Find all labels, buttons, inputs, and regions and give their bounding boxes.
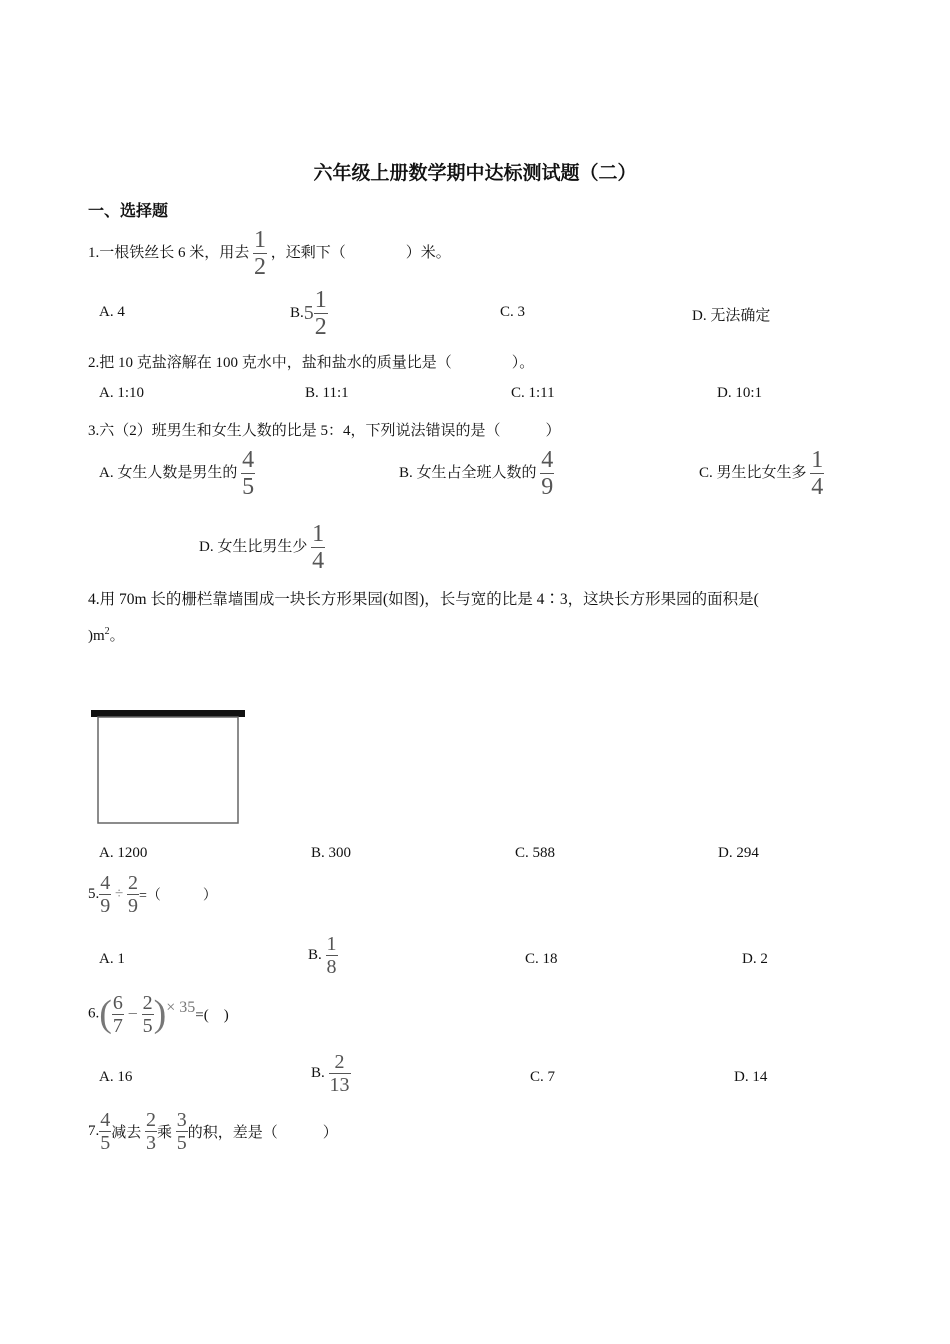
divide-operator: ÷ [115, 886, 124, 902]
q1-frac-num: 1 [254, 227, 267, 253]
frac-num: 2 [334, 1051, 345, 1073]
q1-option-b-label: B. [290, 305, 304, 321]
frac-num: 6 [112, 991, 123, 1014]
frac-num: 4 [100, 1109, 111, 1131]
question-1 [88, 228, 451, 279]
question-4-line-1: 4.用 70m 长的栅栏靠墙围成一块长方形果园(如图)，长与宽的比是 4∶3，这块长方形果园的面积是( [88, 591, 759, 608]
q5-option-a[interactable]: A. 1 [99, 951, 125, 967]
q1-b-frac-num: 1 [314, 287, 327, 313]
frac-den: 5 [142, 1014, 153, 1037]
q3-option-a-fraction [241, 448, 255, 499]
q3-option-b[interactable] [399, 448, 554, 499]
q7-fraction-3 [176, 1110, 188, 1153]
frac-den: 8 [326, 956, 337, 978]
q4-option-a[interactable]: A. 1200 [99, 845, 148, 861]
q7-text-1: 减去 [111, 1125, 142, 1141]
question-3: 3.六（2）班男生和女生人数的比是 5：4，下列说法错误的是（ ） [88, 423, 561, 439]
frac-num: 1 [312, 521, 325, 547]
q3-option-b-fraction [540, 448, 554, 499]
q2-option-c[interactable]: C. 1:11 [511, 385, 555, 401]
q1-text-post: ，还剩下（ ）米。 [270, 244, 451, 261]
q6-option-b-label: B. [311, 1065, 325, 1081]
frac-den: 4 [811, 474, 824, 500]
q6-option-c[interactable]: C. 7 [530, 1069, 556, 1085]
q1-option-c[interactable]: C. 3 [500, 304, 526, 320]
q4-option-b[interactable]: B. 300 [311, 845, 352, 861]
q5-option-b-fraction [326, 934, 338, 977]
q1-frac-den: 2 [254, 254, 267, 280]
frac-den: 9 [100, 895, 111, 917]
question-6 [88, 992, 229, 1036]
q1-option-b-whole: 5 [303, 302, 314, 324]
question-7 [88, 1110, 338, 1153]
q1-option-a[interactable]: A. 4 [99, 304, 125, 320]
question-5 [88, 873, 217, 916]
q1-fraction [253, 228, 267, 279]
q7-text-2: 乘 [157, 1125, 173, 1141]
frac-den: 3 [146, 1132, 157, 1154]
q5-option-b-label: B. [308, 947, 322, 963]
q4-option-c[interactable]: C. 588 [515, 845, 556, 861]
frac-num: 1 [811, 447, 824, 473]
q1-text-pre: 1.一根铁丝长 6 米，用去 [88, 244, 250, 261]
frac-num: 2 [142, 991, 153, 1014]
q5-option-c[interactable]: C. 18 [525, 951, 558, 967]
q1-b-frac-den: 2 [314, 314, 327, 340]
q3-option-c-text: C. 男生比女生多 [699, 464, 807, 481]
q5-equals: =（ ） [138, 888, 217, 904]
q7-fraction-2 [145, 1110, 157, 1153]
frac-num: 4 [541, 447, 554, 473]
q6-left-paren: ( [99, 993, 112, 1035]
frac-num: 4 [242, 447, 255, 473]
q4-unit-superscript: 2 [104, 626, 110, 637]
q6-equals: =( ) [195, 1007, 229, 1024]
q3-option-a[interactable] [99, 448, 255, 499]
q3-option-a-text: A. 女生人数是男生的 [99, 464, 238, 481]
question-2: 2.把 10 克盐溶解在 100 克水中，盐和盐水的质量比是（ ）。 [88, 355, 535, 371]
q4-option-d[interactable]: D. 294 [718, 845, 759, 861]
q3-option-c[interactable] [699, 448, 824, 499]
q2-option-d[interactable]: D. 10:1 [717, 385, 762, 401]
q6-option-b[interactable] [311, 1052, 351, 1095]
frac-num: 4 [100, 872, 111, 894]
q7-fraction-1 [99, 1110, 111, 1153]
frac-num: 2 [127, 872, 138, 894]
q2-option-b[interactable]: B. 11:1 [305, 385, 349, 401]
q5-fraction-1 [99, 873, 111, 916]
frac-den: 4 [312, 548, 325, 574]
q5-option-b[interactable] [308, 934, 338, 977]
q6-option-d[interactable]: D. 14 [734, 1069, 768, 1085]
orchard-diagram [88, 706, 250, 828]
orchard-rectangle [98, 717, 238, 823]
q3-option-d[interactable] [199, 522, 325, 573]
q4-line2-end: 。 [109, 628, 125, 644]
frac-den: 5 [176, 1132, 187, 1154]
q6-right-paren: ) [153, 993, 167, 1035]
q2-option-a[interactable]: A. 1:10 [99, 385, 144, 401]
frac-den: 7 [112, 1014, 123, 1037]
q6-fraction-2 [142, 993, 154, 1036]
question-4-line-2 [88, 624, 125, 645]
q6-number: 6. [88, 1005, 100, 1022]
frac-den: 9 [541, 474, 554, 500]
section-heading: 一、选择题 [88, 203, 169, 220]
q1-option-b[interactable] [290, 288, 328, 339]
q1-option-b-fraction [314, 288, 328, 339]
q1-option-d[interactable]: D. 无法确定 [692, 308, 771, 324]
q3-option-c-fraction [810, 448, 824, 499]
q7-number: 7. [88, 1123, 100, 1139]
frac-num: 3 [176, 1109, 187, 1131]
wall [91, 710, 245, 717]
q6-option-a[interactable]: A. 16 [99, 1069, 133, 1085]
frac-den: 13 [329, 1074, 350, 1096]
frac-den: 5 [100, 1132, 111, 1154]
frac-num: 2 [146, 1109, 157, 1131]
minus-operator: − [127, 1003, 138, 1024]
q3-option-b-text: B. 女生占全班人数的 [399, 464, 537, 481]
q3-option-d-text: D. 女生比男生少 [199, 538, 308, 555]
q6-fraction-1 [112, 993, 124, 1036]
q4-line2-text: )m [88, 628, 105, 644]
frac-den: 9 [127, 895, 138, 917]
times-35: × 35 [166, 999, 196, 1016]
q5-option-d[interactable]: D. 2 [742, 951, 768, 967]
q5-number: 5. [88, 886, 100, 902]
q5-fraction-2 [127, 873, 139, 916]
page-title: 六年级上册数学期中达标测试题（二） [313, 163, 637, 184]
q7-text-3: 的积，差是（ ） [187, 1125, 338, 1141]
frac-den: 5 [242, 474, 255, 500]
q3-option-d-fraction [311, 522, 325, 573]
frac-num: 1 [326, 933, 337, 955]
q6-option-b-fraction [329, 1052, 351, 1095]
